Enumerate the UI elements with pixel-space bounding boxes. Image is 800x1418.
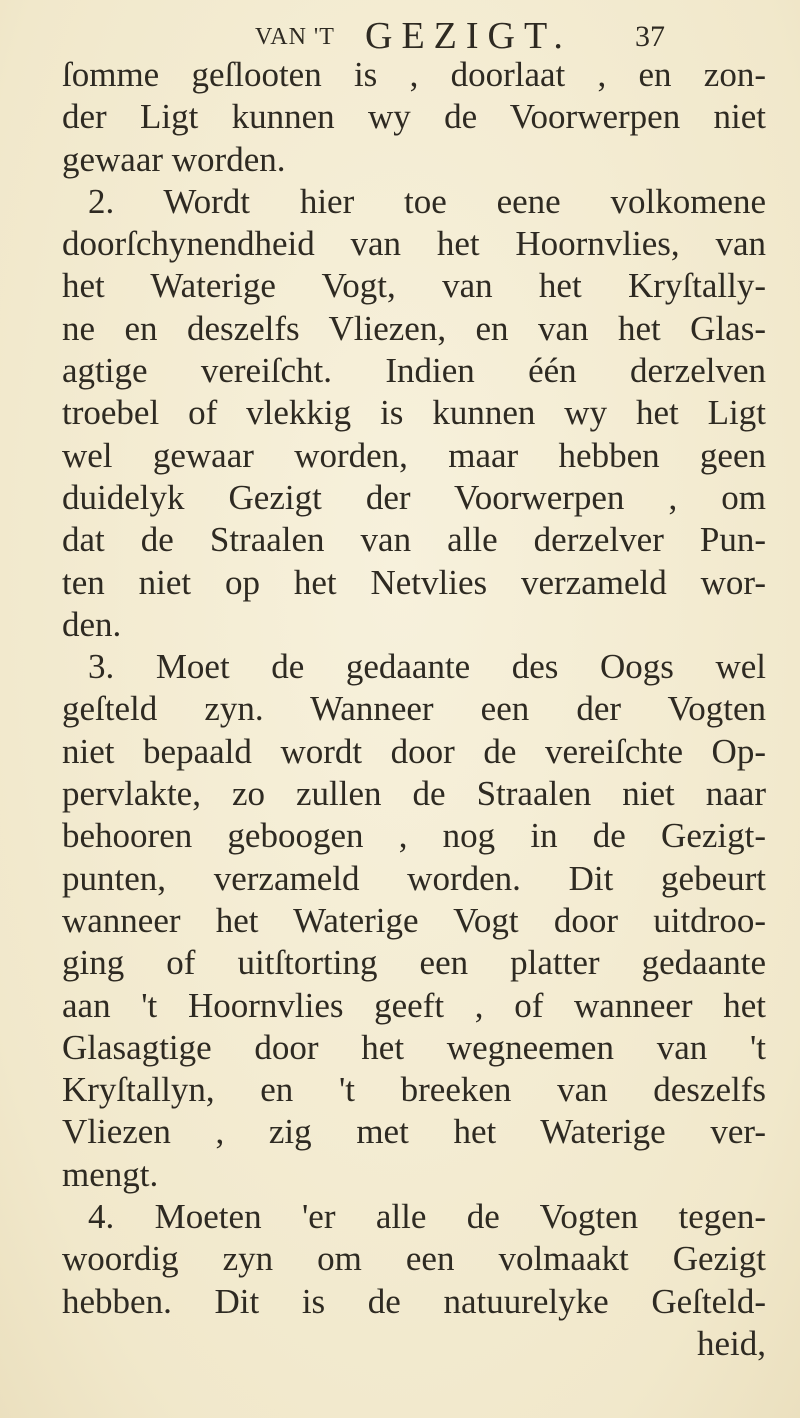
- text-line: den.: [62, 604, 122, 644]
- text-line: Kryſtallyn, en 't breeken van deszelfs: [62, 1070, 766, 1110]
- running-head-left: VAN 'T: [255, 24, 335, 50]
- text-line: troebel of vlekkig is kunnen wy het Ligt: [62, 393, 766, 433]
- text-line: 2. Wordt hier toe eene volkomene: [88, 181, 766, 221]
- text-line: wanneer het Waterige Vogt door uitdroo-: [62, 900, 766, 940]
- text-line: doorſchynendheid van het Hoornvlies, van: [62, 224, 766, 264]
- text-line: Vliezen , zig met het Waterige ver-: [62, 1112, 766, 1152]
- text-line: 3. Moet de gedaante des Oogs wel: [88, 647, 766, 687]
- text-line: ſomme geſlooten is , doorlaat , en zon-: [62, 55, 766, 94]
- text-line: wel gewaar worden, maar hebben geen: [62, 435, 766, 475]
- page-number: 37: [635, 20, 665, 53]
- text-line: niet bepaald wordt door de vereiſchte Op-: [62, 731, 766, 771]
- text-line: 4. Moeten 'er alle de Vogten tegen-: [88, 1197, 766, 1237]
- text-line: punten, verzameld worden. Dit gebeurt: [62, 858, 766, 898]
- running-head-title: GEZIGT.: [365, 15, 572, 57]
- text-line: aan 't Hoornvlies geeft , of wanneer het: [62, 985, 766, 1025]
- text-line: heid,: [696, 1323, 766, 1363]
- text-line: woordig zyn om een volmaakt Gezigt: [62, 1239, 766, 1279]
- text-line: geſteld zyn. Wanneer een der Vogten: [62, 689, 766, 729]
- text-line: behooren geboogen , nog in de Gezigt-: [62, 816, 766, 856]
- running-header: [255, 14, 675, 58]
- text-line: agtige vereiſcht. Indien één derzelven: [62, 351, 766, 391]
- text-line: ging of uitſtorting een platter gedaante: [62, 943, 766, 983]
- text-line: Glasagtige door het wegneemen van 't: [62, 1027, 766, 1067]
- text-line: pervlakte, zo zullen de Straalen niet naar: [62, 774, 766, 814]
- text-line: het Waterige Vogt, van het Kryſtally-: [62, 266, 766, 306]
- text-line: ne en deszelfs Vliezen, en van het Glas-: [62, 308, 766, 348]
- text-line: gewaar worden.: [62, 139, 286, 179]
- text-line: mengt.: [62, 1154, 159, 1194]
- text-line: hebben. Dit is de natuurelyke Geſteld-: [62, 1281, 766, 1321]
- text-line: der Ligt kunnen wy de Voorwerpen niet: [62, 97, 766, 137]
- body-text: [62, 54, 766, 1365]
- text-line: dat de Straalen van alle derzelver Pun-: [62, 520, 766, 560]
- text-line: ten niet op het Netvlies verzameld wor-: [62, 562, 766, 602]
- text-line: duidelyk Gezigt der Voorwerpen , om: [62, 477, 766, 517]
